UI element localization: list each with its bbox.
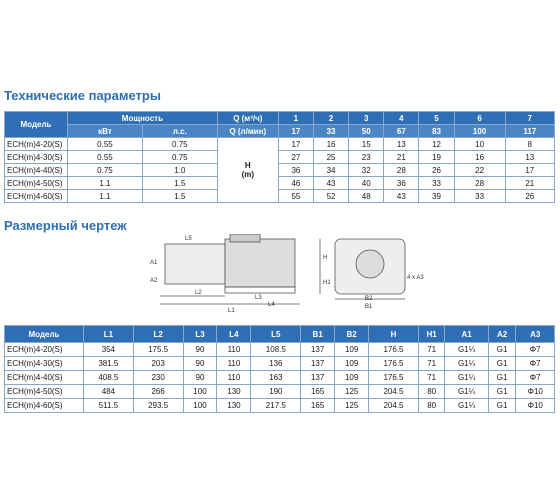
dim-header: L2 — [133, 326, 183, 343]
dim-cell: 217.5 — [251, 399, 301, 413]
dim-cell: 110 — [217, 343, 251, 357]
h-cell: 52 — [313, 190, 348, 203]
dim-cell: G1¼ — [445, 385, 488, 399]
dim-cell: 71 — [418, 371, 445, 385]
hp-cell: 1.5 — [142, 190, 217, 203]
h-cell: 33 — [454, 190, 505, 203]
h-cell: 46 — [278, 177, 313, 190]
pump-drawing — [0, 234, 560, 324]
l4-label: L4 — [268, 302, 275, 308]
tech-params-title: Технические параметры — [4, 88, 161, 103]
q-col: 6 — [454, 112, 505, 125]
dim-cell: ECH(m)4-40(S) — [5, 371, 84, 385]
h-cell: 26 — [505, 190, 554, 203]
dim-cell: ECH(m)4-50(S) — [5, 385, 84, 399]
dim-cell: ECH(m)4-60(S) — [5, 399, 84, 413]
hp-cell: 1.0 — [142, 164, 217, 177]
lmin-col: 83 — [419, 125, 454, 138]
h-cell: 16 — [454, 151, 505, 164]
dim-cell: 110 — [217, 371, 251, 385]
model-header: Модель — [5, 112, 68, 138]
h-cell: 28 — [454, 177, 505, 190]
table-row — [5, 138, 555, 151]
dim-header: L5 — [251, 326, 301, 343]
dim-cell: 163 — [251, 371, 301, 385]
h1-label: H1 — [323, 280, 331, 286]
dim-cell: 408.5 — [84, 371, 134, 385]
dim-cell: 130 — [217, 385, 251, 399]
b1-label: B1 — [365, 304, 373, 310]
dim-cell: 381.5 — [84, 357, 134, 371]
h-cell: 43 — [384, 190, 419, 203]
dim-cell: Φ7 — [516, 343, 555, 357]
l1-label: L1 — [228, 308, 235, 314]
model-cell: ECH(m)4-40(S) — [5, 164, 68, 177]
dim-header: B1 — [301, 326, 335, 343]
base-shape — [225, 287, 295, 293]
h-cell: 21 — [384, 151, 419, 164]
q-lmin-header: Q (л/мин) — [217, 125, 278, 138]
h-cell: 26 — [419, 164, 454, 177]
dim-cell: Φ7 — [516, 371, 555, 385]
pump-stages-shape — [165, 244, 225, 284]
terminal-box — [230, 234, 260, 242]
table-row — [5, 151, 555, 164]
h-unit: (m) — [241, 170, 255, 179]
dimensions-table — [4, 325, 555, 413]
dim-cell: 137 — [301, 371, 335, 385]
h-cell: 36 — [384, 177, 419, 190]
dim-header: L4 — [217, 326, 251, 343]
l3-label: L3 — [255, 295, 262, 301]
hp-cell: 0.75 — [142, 151, 217, 164]
dim-cell: 109 — [335, 357, 369, 371]
a2-label: A2 — [150, 278, 158, 284]
hp-cell: 0.75 — [142, 138, 217, 151]
dim-header: A3 — [516, 326, 555, 343]
lmin-col: 17 — [278, 125, 313, 138]
dim-cell: 176.5 — [369, 371, 419, 385]
table-row — [5, 385, 555, 399]
lmin-col: 33 — [313, 125, 348, 138]
l2-label: L2 — [195, 290, 202, 296]
dim-cell: 266 — [133, 385, 183, 399]
kw-cell: 1.1 — [68, 177, 143, 190]
h-cell: 23 — [349, 151, 384, 164]
b2-label: B2 — [365, 296, 373, 302]
q-col: 5 — [419, 112, 454, 125]
hp-header: л.с. — [142, 125, 217, 138]
h-cell: 25 — [313, 151, 348, 164]
tech-params-table — [4, 111, 555, 203]
model-cell: ECH(m)4-60(S) — [5, 190, 68, 203]
h-cell: 36 — [278, 164, 313, 177]
dim-header: L3 — [183, 326, 217, 343]
h-cell: 32 — [349, 164, 384, 177]
h-cell: 22 — [454, 164, 505, 177]
table-row — [5, 177, 555, 190]
dim-cell: 110 — [217, 357, 251, 371]
motor-shape — [225, 239, 295, 287]
dim-header: B2 — [335, 326, 369, 343]
dim-cell: 511.5 — [84, 399, 134, 413]
h-cell: 8 — [505, 138, 554, 151]
dim-cell: 204.5 — [369, 385, 419, 399]
q-m3-header: Q (м³/ч) — [217, 112, 278, 125]
dim-cell: 90 — [183, 357, 217, 371]
h-cell: 55 — [278, 190, 313, 203]
a3-label: 4 x A3 — [407, 275, 424, 281]
h-cell: 16 — [313, 138, 348, 151]
dim-header: H1 — [418, 326, 445, 343]
dim-cell: 203 — [133, 357, 183, 371]
dim-cell: ECH(m)4-20(S) — [5, 343, 84, 357]
dim-cell: 165 — [301, 385, 335, 399]
h-cell: 33 — [419, 177, 454, 190]
table-row — [5, 399, 555, 413]
power-header: Мощность — [68, 112, 218, 125]
q-col: 7 — [505, 112, 554, 125]
dim-cell: G1 — [488, 399, 516, 413]
dim-cell: 175.5 — [133, 343, 183, 357]
h-cell: 10 — [454, 138, 505, 151]
dim-cell: Φ10 — [516, 399, 555, 413]
dim-cell: G1 — [488, 357, 516, 371]
table-row — [5, 357, 555, 371]
dim-cell: 165 — [301, 399, 335, 413]
l5-label: L5 — [185, 236, 192, 242]
dim-cell: 137 — [301, 357, 335, 371]
h-cell: 17 — [505, 164, 554, 177]
h-cell: 13 — [505, 151, 554, 164]
kw-cell: 1.1 — [68, 190, 143, 203]
dim-cell: 90 — [183, 371, 217, 385]
h-cell: 19 — [419, 151, 454, 164]
h-cell: 39 — [419, 190, 454, 203]
dim-cell: G1¼ — [445, 357, 488, 371]
table-row — [5, 164, 555, 177]
dim-cell: 109 — [335, 343, 369, 357]
h-cell: 17 — [278, 138, 313, 151]
table-row — [5, 190, 555, 203]
dim-cell: 71 — [418, 357, 445, 371]
dim-cell: ECH(m)4-30(S) — [5, 357, 84, 371]
dim-cell: 80 — [418, 385, 445, 399]
kw-cell: 0.55 — [68, 151, 143, 164]
h-cell: 34 — [313, 164, 348, 177]
lmin-col: 100 — [454, 125, 505, 138]
hp-cell: 1.5 — [142, 177, 217, 190]
dim-cell: 137 — [301, 343, 335, 357]
kw-cell: 0.55 — [68, 138, 143, 151]
dim-cell: 354 — [84, 343, 134, 357]
dim-cell: 100 — [183, 399, 217, 413]
dimensions-title: Размерный чертеж — [4, 218, 127, 233]
dim-cell: 100 — [183, 385, 217, 399]
table-row — [5, 371, 555, 385]
h-label: H — [323, 255, 328, 261]
dim-header: Модель — [5, 326, 84, 343]
h-cell: 27 — [278, 151, 313, 164]
dim-cell: 125 — [335, 399, 369, 413]
kw-header: кВт — [68, 125, 143, 138]
dim-header: H — [369, 326, 419, 343]
dim-cell: Φ10 — [516, 385, 555, 399]
q-col: 2 — [313, 112, 348, 125]
dim-cell: G1¼ — [445, 399, 488, 413]
dim-header: A2 — [488, 326, 516, 343]
dim-cell: 230 — [133, 371, 183, 385]
dim-cell: Φ7 — [516, 357, 555, 371]
a1-label: A1 — [150, 260, 158, 266]
dim-cell: 293.5 — [133, 399, 183, 413]
h-cell: 40 — [349, 177, 384, 190]
table-row — [5, 343, 555, 357]
dim-cell: 130 — [217, 399, 251, 413]
h-cell: 15 — [349, 138, 384, 151]
model-cell: ECH(m)4-30(S) — [5, 151, 68, 164]
h-cell: 21 — [505, 177, 554, 190]
dim-header: A1 — [445, 326, 488, 343]
q-col: 3 — [349, 112, 384, 125]
dim-cell: 90 — [183, 343, 217, 357]
dim-header: L1 — [84, 326, 134, 343]
dim-cell: 125 — [335, 385, 369, 399]
dim-cell: 71 — [418, 343, 445, 357]
lmin-col: 117 — [505, 125, 554, 138]
dim-cell: G1 — [488, 371, 516, 385]
dim-cell: 176.5 — [369, 343, 419, 357]
dim-cell: 190 — [251, 385, 301, 399]
h-cell: 43 — [313, 177, 348, 190]
kw-cell: 0.75 — [68, 164, 143, 177]
dim-cell: G1¼ — [445, 371, 488, 385]
dim-cell: G1¼ — [445, 343, 488, 357]
q-col: 1 — [278, 112, 313, 125]
h-cell: 12 — [419, 138, 454, 151]
inlet-circle — [356, 250, 384, 278]
q-col: 4 — [384, 112, 419, 125]
dim-cell: 484 — [84, 385, 134, 399]
lmin-col: 50 — [349, 125, 384, 138]
h-label-cell — [217, 138, 278, 203]
h-label: H — [244, 161, 251, 170]
lmin-col: 67 — [384, 125, 419, 138]
dim-cell: 108.5 — [251, 343, 301, 357]
h-cell: 28 — [384, 164, 419, 177]
dim-cell: 136 — [251, 357, 301, 371]
dim-cell: 80 — [418, 399, 445, 413]
dim-cell: G1 — [488, 385, 516, 399]
dim-cell: 176.5 — [369, 357, 419, 371]
h-cell: 13 — [384, 138, 419, 151]
model-cell: ECH(m)4-20(S) — [5, 138, 68, 151]
model-cell: ECH(m)4-50(S) — [5, 177, 68, 190]
h-cell: 48 — [349, 190, 384, 203]
dim-cell: 204.5 — [369, 399, 419, 413]
dim-cell: G1 — [488, 343, 516, 357]
dim-cell: 109 — [335, 371, 369, 385]
